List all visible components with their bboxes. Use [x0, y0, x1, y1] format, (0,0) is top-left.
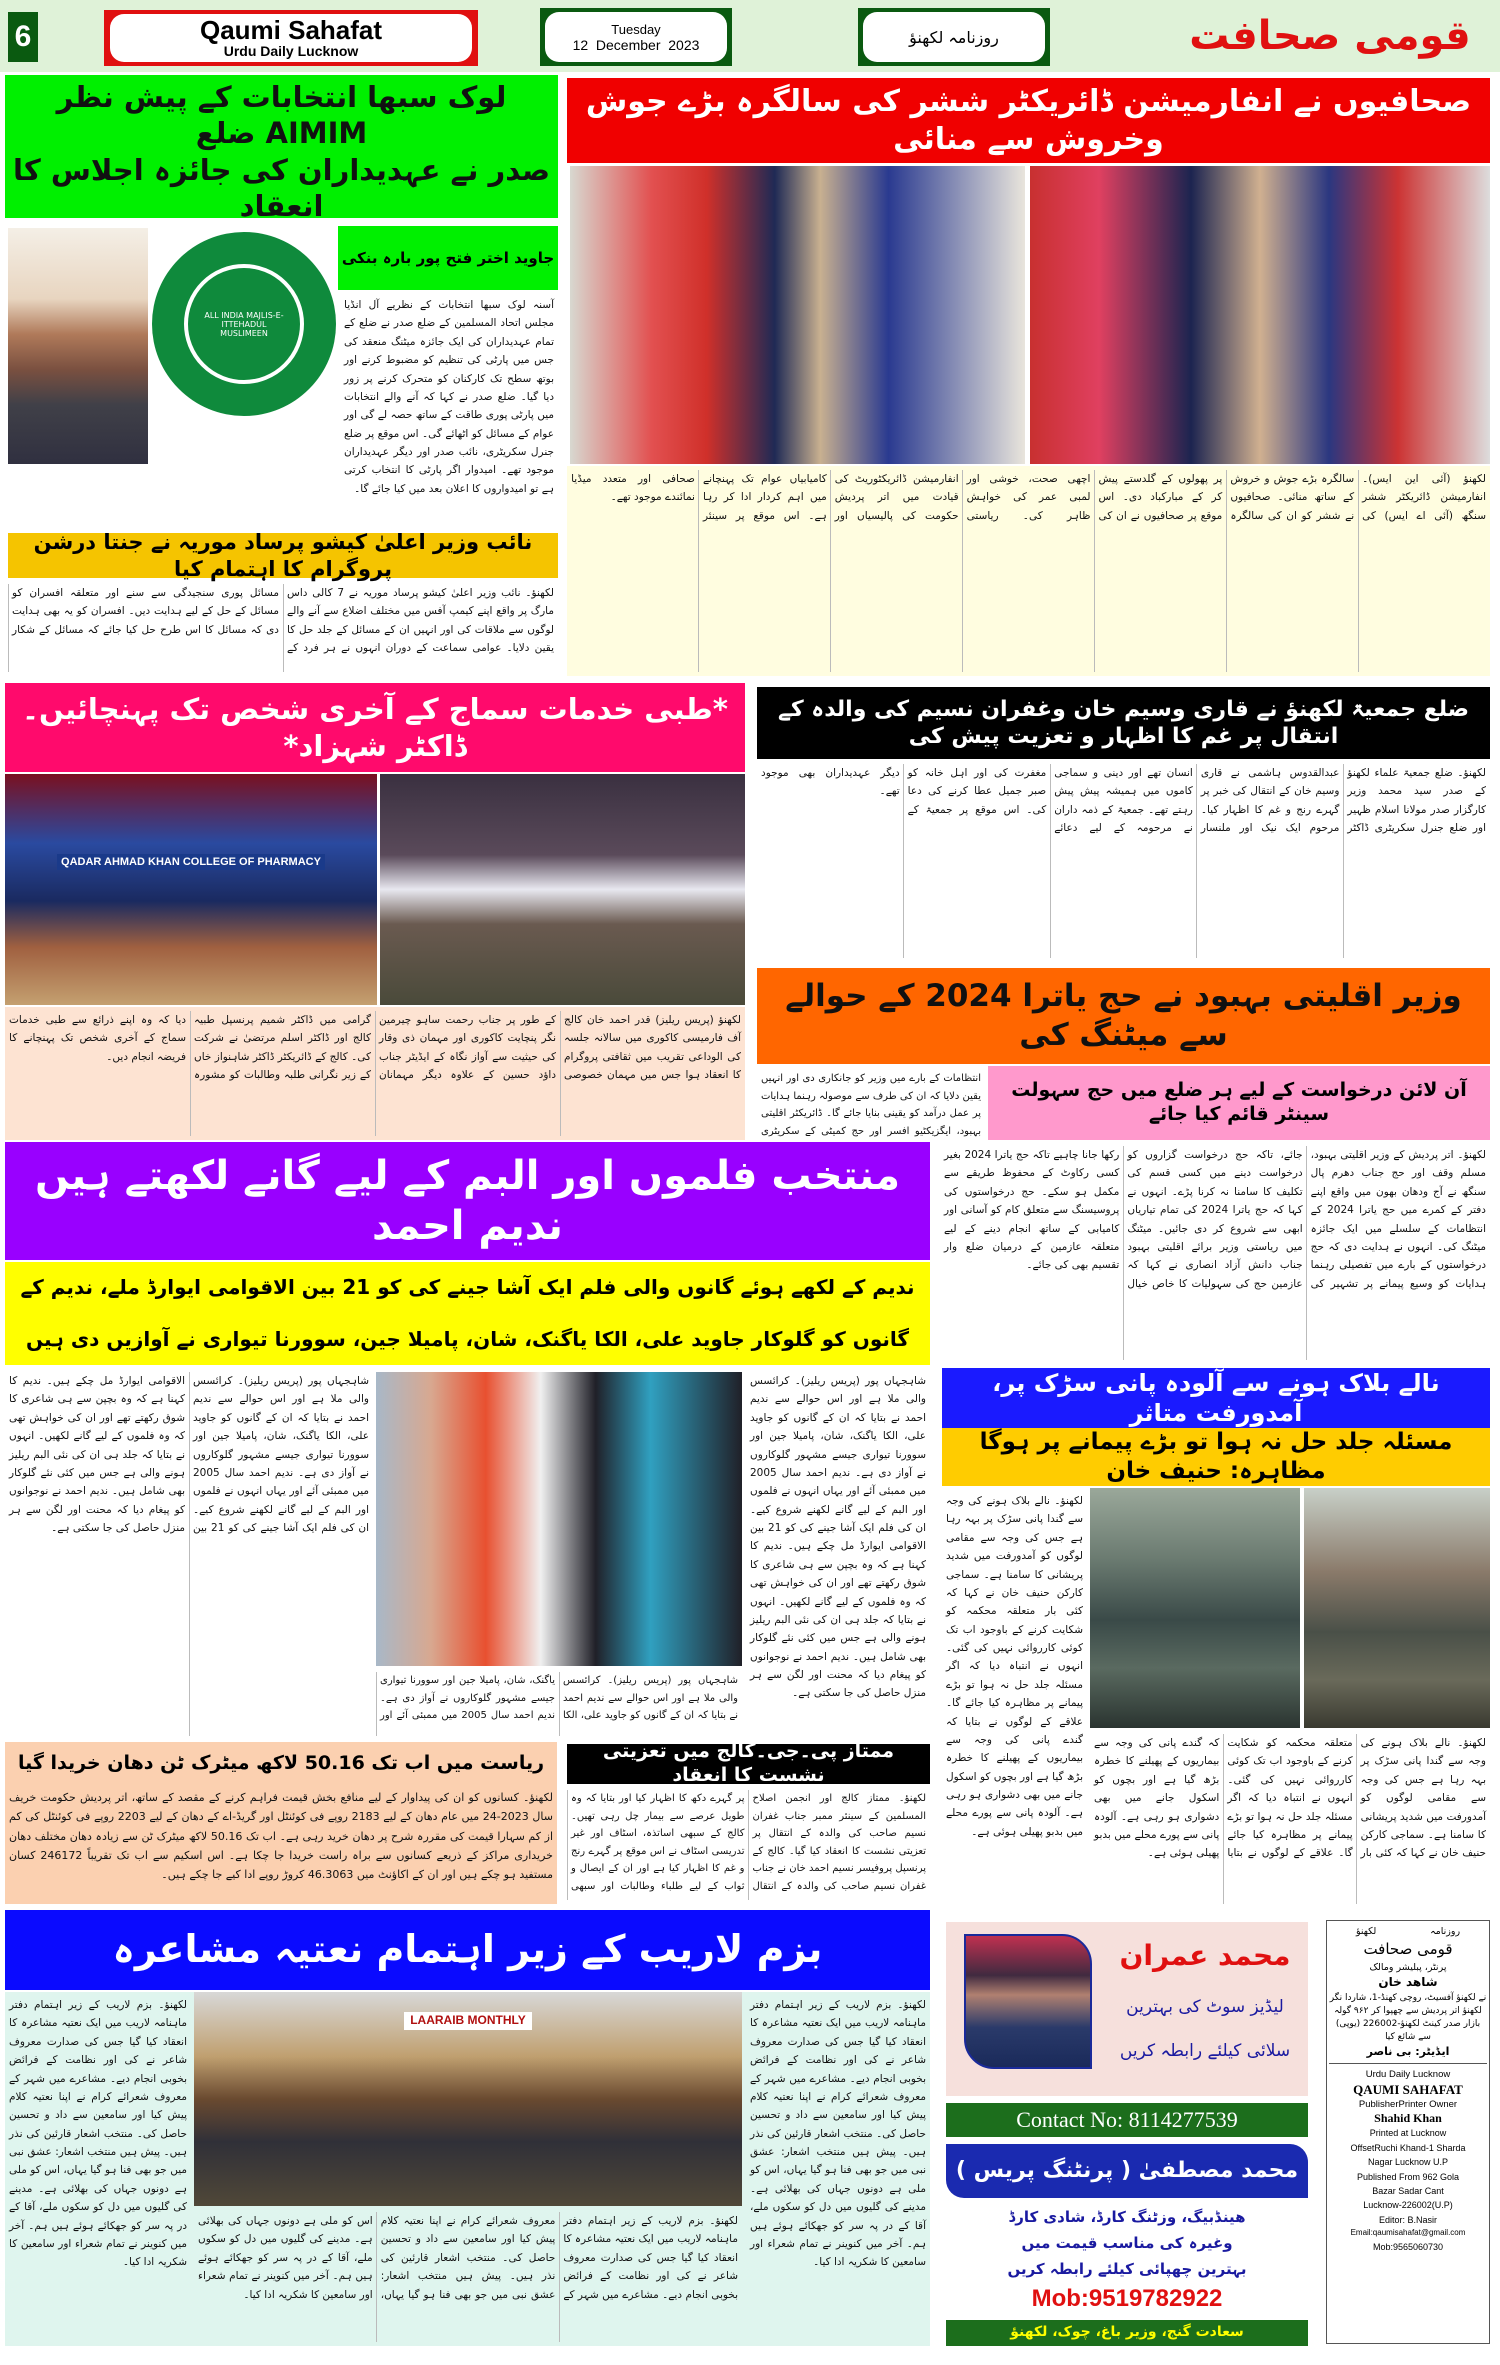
imran-name: محمد عمران [1119, 1938, 1291, 1972]
mushaira-headline: بزم لاریب کے زیر اہتمام نعتیہ مشاعرہ [5, 1910, 930, 1990]
tibbi-photo-1 [5, 774, 377, 1005]
imprint-subtitle-en: Urdu Daily Lucknow [1365, 2068, 1451, 2080]
drain-photo-2 [1304, 1488, 1490, 1728]
tibbi-headline: *طبی خدمات سماج کے آخری شخص تک پہنچائیں۔ڈاکٹر شہزاد* [5, 683, 745, 772]
imprint-address-ur: نے لکھنؤ آفسیٹ، روچی کھنڈ-1، شاردا نگر لکھنؤ اتر پردیش سے چھپوا کر ۹۶۲ گولہ بازار صدر کینٹ لکھنؤ-226002 (یوپی) سے شائع کیا [1329, 1992, 1487, 2042]
imprint-owner-en: Shahid Khan [1374, 2111, 1442, 2126]
birthday-body: لکھنؤ (آئی این ایس)۔ انفارمیشن ڈائریکٹر ششر سنگھ (آئی اے ایس) کی سالگرہ بڑے جوش و خروش کے ساتھ منائی۔ صحافیوں نے ششر کو ان کی سالگرہ پر پھولوں کے گلدستے پیش کر کے مبارکباد دی۔ اس موقع پر صحافیوں نے ان کی اچھی صحت، خوشی اور لمبی عمر کی خواہش ظاہر کی۔ ریاستی انفارمیشن ڈائریکٹوریٹ کی قیادت میں اتر پردیش حکومت کی پالیسیاں اور کامیابیاں عوام تک پہنچانے میں اہم کردار ادا کر رہا ہے۔ اس موقع پر سینئر صحافی اور متعدد میڈیا نمائندے موجود تھے۔ [567, 466, 1490, 676]
mushaira-banner-text: LAARAIB MONTHLY [404, 2012, 532, 2030]
nadeem-photo [376, 1372, 742, 1666]
imran-contact: Contact No: 8114277539 [946, 2103, 1308, 2137]
masthead-logo-urdu: قومی صحافت [1189, 13, 1471, 59]
imprint-owner-ur: شاهد خان [1378, 1975, 1438, 1990]
date: 12 December 2023 [572, 36, 700, 53]
paddy-headline: ریاست میں اب تک 50.16 لاکھ میٹرک ٹن دھان خریدا گیا [17, 1752, 545, 1775]
press-mobile[interactable]: Mob:9519782922 [1031, 2285, 1223, 2312]
mushaira-body-left: لکھنؤ۔ بزم لاریب کے زیر اہتمام دفتر ماہنامہ لاریب میں ایک نعتیہ مشاعرہ کا انعقاد کیا گیا جس کی صدارت معروف شاعر نے کی اور نظامت کے فرائض بخوبی انجام دیے۔ مشاعرے میں شہر کے معروف شعرائے کرام نے اپنا نعتیہ کلام پیش کیا اور سامعین سے داد و تحسین حاصل کی۔ منتخب اشعار قارئین کی نذر ہیں۔ پیش ہیں منتخب اشعار: عشق نبی میں جو بھی فنا ہو گیا یہاں، اس کو ملی ہے دونوں جہاں کی بھلائی ہے۔ مدینے کی گلیوں میں دل کو سکوں ملے، آقا کے در پہ سر کو جھکائے ہوئے ہیں ہم۔ آخر میں کنوینر نے تمام شعراء اور سامعین کا شکریہ ادا کیا۔ [9, 1999, 187, 2269]
mumtaz-body: لکھنؤ۔ ممتاز کالج اور انجمن اصلاح المسلمین کے سینئر ممبر جناب غفران نسیم صاحب کی والدہ کے انتقال پر تعزیتی نشست کا انعقاد کیا گیا۔ کالج کے پرنسپل پروفیسر نسیم احمد خان نے جناب غفران نسیم صاحب کی والدہ کے انتقال پر گہرے دکھ کا اظہار کیا اور بتایا کہ وہ طویل عرصے سے بیمار چل رہی تھیں۔ کالج کے سبھی اساتذہ، اسٹاف اور غیر تدریسی اسٹاف نے اس موقع پر گہرے رنج و غم کا اظہار کیا ہے اور ان کے ایصال و ثواب کے لیے طلباء وطالبات اور سبھی [571, 1793, 926, 1892]
drain-subheadline: مسئلہ جلد حل نہ ہوا تو بڑے پیمانے پر ہوگا مظاہرہ: حنیف خان [942, 1428, 1490, 1486]
imran-line-1: لیڈیز سوٹ کی بہترین [1126, 1997, 1284, 2018]
haj-body-side: انتظامات کے بارے میں وزیر کو جانکاری دی اور انہیں یقین دلایا کہ ان کی طرف سے موصولہ رہنما ہدایات پر عمل درآمد کو یقینی بنایا جائے گا۔ ڈائریکٹر اقلیتی بہبود، ایگزیکٹیو افسر اور حج کمیٹی کے سکریٹری [761, 1073, 981, 1137]
imprint-line: Bazar Sadar Cant [1372, 2185, 1444, 2196]
imprint-role-en: PublisherPrinter Owner [1358, 2098, 1458, 2110]
imprint-en-lines [1329, 2126, 1487, 2254]
mushaira-body-right: لکھنؤ۔ بزم لاریب کے زیر اہتمام دفتر ماہنامہ لاریب میں ایک نعتیہ مشاعرہ کا انعقاد کیا گیا جس کی صدارت معروف شاعر نے کی اور نظامت کے فرائض بخوبی انجام دیے۔ مشاعرے میں شہر کے معروف شعرائے کرام نے اپنا نعتیہ کلام پیش کیا اور سامعین سے داد و تحسین حاصل کی۔ منتخب اشعار قارئین کی نذر ہیں۔ پیش ہیں منتخب اشعار: عشق نبی میں جو بھی فنا ہو گیا یہاں، اس کو ملی ہے دونوں جہاں کی بھلائی ہے۔ مدینے کی گلیوں میں دل کو سکوں ملے، آقا کے در پہ سر کو جھکائے ہوئے ہیں ہم۔ آخر میں کنوینر نے تمام شعراء اور سامعین کا شکریہ ادا کیا۔ [750, 1999, 926, 2269]
press-title: محمد مصطفیٰ ( پرنٹنگ پریس ) [946, 2144, 1308, 2198]
aimim-headline-1: لوک سبھا انتخابات کے پیش نظر AIMIM ضلع [56, 80, 507, 151]
drain-body-2: لکھنؤ۔ نالے بلاک ہونے کی وجہ سے گندا پانی سڑک پر بہہ رہا ہے جس کی وجہ سے مقامی لوگوں کو آمدورفت میں شدید پریشانی کا سامنا ہے۔ سماجی کارکن حنیف خان نے کہا کہ کئی بار متعلقہ محکمہ کو شکایت کرنے کے باوجود اب تک کوئی کارروائی نہیں کی گئی۔ انہوں نے انتباہ دیا کہ اگر مسئلہ جلد حل نہ ہوا تو بڑے پیمانے پر مظاہرہ کیا جائے گا۔ علاقے کے لوگوں نے بتایا کہ گندے پانی کی وجہ سے بیماریوں کے پھیلنے کا خطرہ بڑھ گیا ہے اور بچوں کو اسکول جانے میں بھی دشواری ہو رہی ہے۔ آلودہ پانی سے پورے محلے میں بدبو پھیلی ہوئی ہے۔ [1094, 1737, 1486, 1860]
nadeem-body-under: شاہجہاں پور (پریس ریلیز)۔ کرائسس والی ملا ہے اور اس حوالے سے ندیم احمد نے بتایا کہ ان کے گانوں کو جاوید علی، الکا یاگنک، شان، پامیلا جین اور سوورنا تیواری جیسے مشہور گلوکاروں نے آواز دی ہے۔ ندیم احمد سال 2005 میں ممبئی آئے اور [380, 1675, 738, 1721]
haj-headline: وزیر اقلیتی بہبود نے حج یاترا 2024 کے حوالے سے میٹنگ کی [757, 968, 1490, 1064]
keshav-headline: نائب وزیر اعلیٰ کیشو پرساد موریہ نے جنتا درشن پروگرام کا اہتمام کیا [8, 533, 558, 578]
drain-headline: نالے بلاک ہونے سے آلودہ پانی سڑک پر، آمدورفت متاثر [942, 1368, 1490, 1428]
imprint-line: Published From 962 Gola [1356, 2171, 1460, 2182]
date-box [540, 8, 732, 66]
imprint-name-en: QAUMI SAHAFAT [1353, 2081, 1463, 2097]
day: Tuesday [611, 21, 661, 37]
imprint-line: Lucknow-226002(U.P) [1363, 2200, 1453, 2211]
haj-subheadline: آن لائن درخواست کے لیے ہر ضلع میں حج سہولت سینٹر قائم کیا جائے [988, 1066, 1490, 1140]
tibbi-banner-text: QADAR AHMAD KHAN COLLEGE OF PHARMACY [57, 854, 325, 870]
haj-body: لکھنؤ۔ اتر پردیش کے وزیر اقلیتی بہبود، مسلم وقف اور حج جناب دھرم پال سنگھ نے آج ودھان بھون میں واقع اپنے دفتر کے کمرے میں حج یاترا 2024 کے انتظامات کے سلسلے میں ایک جائزہ میٹنگ کی۔ انہوں نے ہدایت دی کہ حج درخواستوں کے بارے میں تفصیلی رہنما ہدایات کو وسیع پیمانے پر تشہیر کی جائے، تاکہ حج درخواست گزاروں کو درخواست دینے میں کسی قسم کی تکلیف کا سامنا نہ کرنا پڑے۔ انہوں نے کہا کہ حج یاترا 2024 کی تمام تیاریاں ابھی سے شروع کر دی جائیں۔ میٹنگ میں ریاستی وزیر برائے اقلیتی بہبود جناب دانش آزاد انصاری نے کہا کہ عازمین حج کی سہولیات کا خاص خیال رکھا جانا چاہیے تاکہ حج یاترا 2024 بغیر کسی رکاوٹ کے محفوظ طریقے سے مکمل ہو سکے۔ حج درخواستوں کی پروسیسنگ سے متعلق کام کو آسانی اور کامیابی کے ساتھ انجام دینے کے لیے متعلقہ عازمین کے درمیان ضلع وار تقسیم بھی کی جائے۔ [944, 1149, 1486, 1290]
imprint-role-ur: پرنٹر، پبلیشر ومالک [1369, 1961, 1447, 1973]
press-line-2: وغیرہ کی مناسب قیمت میں [1021, 2233, 1233, 2252]
imprint-line: OffsetRuchi Khand-1 Sharda [1350, 2142, 1466, 2153]
roznama-label: روزنامہ لکھنؤ [863, 12, 1045, 62]
imprint-line: Nagar Lucknow U.P [1367, 2157, 1449, 2168]
tibbi-photo-2 [380, 774, 745, 1005]
tibbi-body: لکھنؤ (پریس ریلیز) قدر احمد خان کالج آف فارمیسی کاکوری میں سالانہ جلسہ کی الوداعی تقریب میں ثقافتی پروگرام کا انعقاد ہوا جس میں مہمان خصوصی کے طور پر جناب رحمت ساہو چیرمین نگر پنچایت کاکوری اور مہمان ذی وقار کی حیثیت سے آواز نگاہ کے ایڈیٹر جناب داؤد حسین کے علاوہ دیگر مہمانان گرامی میں ڈاکٹر شمیم پرنسپل طبیہ کالج اور ڈاکٹر اسلم مرتضیٰ نے شرکت کی۔ کالج کے ڈائریکٹر ڈاکٹر شاہنواز خاں کے زیر نگرانی طلبہ وطالبات کو مشورہ دیا کہ وہ اپنے ذرائع سے طبی خدمات سماج کے آخری شخص تک پہنچانے کا فریضہ انجام دیں۔ [5, 1007, 745, 1140]
aimim-headline-2: صدر نے عہدیداران کی جائزہ اجلاس کا انعقاد [13, 152, 550, 223]
press-address: سعادت گنج، وزیر باغ، چوک، لکھنؤ [946, 2320, 1308, 2346]
imprint-line: Printed at Lucknow [1369, 2128, 1447, 2139]
masthead-subtitle: Urdu Daily Lucknow [223, 43, 359, 59]
imprint-roznama-row [1329, 1925, 1487, 1939]
nadeem-subheadline-1: ندیم کے لکھے ہوئے گانوں والی فلم ایک آشا جینے کی کو 21 بین الاقوامی ایوارڈ ملے، ندیم کے [20, 1275, 915, 1300]
imprint [1326, 1920, 1490, 2344]
birthday-photo-2 [1030, 166, 1490, 464]
aimim-logo-text: ALL INDIA MAJLIS-E-ITTEHADUL MUSLIMEEN [184, 264, 304, 384]
imran-line-2: سلائی کیلئے رابطہ کریں [1119, 2041, 1291, 2062]
nadeem-subheadline-2: گانوں کو گلوکار جاوید علی، الکا یاگنک، شان، پامیلا جین، سوورنا تیواری نے آوازیں دی ہیں [25, 1326, 910, 1351]
press-line-1: هینڈبیگ، وزٹنگ کارڈ، شادی کارڈ [1008, 2207, 1246, 2226]
aimim-logo [152, 232, 336, 416]
roznama-box [858, 8, 1050, 66]
drain-photo-1 [1090, 1488, 1300, 1728]
mushaira-body-under: لکھنؤ۔ بزم لاریب کے زیر اہتمام دفتر ماہنامہ لاریب میں ایک نعتیہ مشاعرہ کا انعقاد کیا گیا جس کی صدارت معروف شاعر نے کی اور نظامت کے فرائض بخوبی انجام دیے۔ مشاعرے میں شہر کے معروف شعرائے کرام نے اپنا نعتیہ کلام پیش کیا اور سامعین سے داد و تحسین حاصل کی۔ منتخب اشعار قارئین کی نذر ہیں۔ پیش ہیں منتخب اشعار: عشق نبی میں جو بھی فنا ہو گیا یہاں، اس کو ملی ہے دونوں جہاں کی بھلائی ہے۔ مدینے کی گلیوں میں دل کو سکوں ملے، آقا کے در پہ سر کو جھکائے ہوئے ہیں ہم۔ آخر میں کنوینر نے تمام شعراء اور سامعین کا شکریہ ادا کیا۔ [198, 2215, 738, 2301]
aimim-headline-box [5, 75, 558, 223]
mumtaz-headline: ممتاز پی۔جی۔کالج میں تعزیتی نشست کا انعقاد [567, 1744, 930, 1784]
keshav-body: لکھنؤ۔ نائب وزیر اعلیٰ کیشو پرساد موریہ نے 7 کالی داس مارگ پر واقع اپنے کیمپ آفس میں مختلف اضلاع سے آنے والے لوگوں سے ملاقات کی اور انہیں ان کے مسائل کے جلد حل کا یقین دلایا۔ عوامی سماعت کے دوران انہوں نے ہر فرد کے مسائل پوری سنجیدگی سے سنے اور متعلقہ افسران کو مسائل کے حل کے لیے ہدایت دیں۔ افسران کو یہ بھی ہدایت دی کہ مسائل کا اس طرح حل کیا جائے کہ مسائل کے شکار [12, 587, 554, 655]
imprint-name-ur: قومی صحافت [1363, 1939, 1453, 1958]
page-number: 6 [8, 12, 38, 62]
nadeem-body-left: شاہجہاں پور (پریس ریلیز)۔ کرائسس والی ملا ہے اور اس حوالے سے ندیم احمد نے بتایا کہ ان کے گانوں کو جاوید علی، الکا یاگنک، شان، پامیلا جین اور سوورنا تیواری جیسے مشہور گلوکاروں نے آواز دی ہے۔ ندیم احمد سال 2005 میں ممبئی آئے اور یہاں انہوں نے فلموں اور البم کے لیے گانے لکھنے شروع کیے۔ ان کی فلم ایک آشا جینے کی کو 21 بین الاقوامی ایوارڈ مل چکے ہیں۔ ندیم کا کہنا ہے کہ وہ بچپن سے ہی شاعری کا شوق رکھتے تھے اور ان کی خواہش تھی کہ وہ فلموں کے لیے گانے لکھیں۔ انہوں نے بتایا کہ جلد ہی ان کی نئی البم ریلیز ہونے والی ہے جس میں کئی نئے گلوکار بھی شامل ہیں۔ ندیم احمد نے نوجوانوں کو پیغام دیا کہ محنت اور لگن سے ہر منزل حاصل کی جا سکتی ہے۔ [9, 1375, 369, 1534]
imprint-line: Editor: B.Nasir [1378, 2214, 1438, 2225]
condolence-body: لکھنؤ۔ ضلع جمعیۃ علماء لکھنؤ کے صدر سید محمد وزیر کارگزار صدر مولانا اسلام ظہیر اور ضلع جنرل سکریٹری ڈاکٹر عبدالقدوس ہاشمی نے قاری وسیم خان کے انتقال کی خبر پر گہرے رنج و غم کا اظہار کیا۔ مرحوم ایک نیک اور ملنسار انسان تھے اور دینی و سماجی کاموں میں ہمیشہ پیش پیش رہتے تھے۔ جمعیۃ کے ذمہ داران نے مرحومہ کے لیے دعائے مغفرت کی اور اہل خانہ کو صبر جمیل عطا کرنے کی دعا کی۔ اس موقع پر جمعیۃ کے دیگر عہدیداران بھی موجود تھے۔ [761, 767, 1486, 835]
owaisi-photo [8, 228, 148, 464]
aimim-body: آسنہ لوک سبھا انتخابات کے نظریے آل انڈیا مجلس اتحاد المسلمین کے ضلع صدر نے ضلع کے تمام عہدیداران کی ایک جائزہ میٹنگ منعقد کی جس میں پارٹی کی تنظیم کو مضبوط کرنے اور بوتھ سطح تک کارکنان کو متحرک کرنے پر زور دیا گیا۔ ضلع صدر نے کہا کہ آنے والے انتخابات میں پارٹی پوری طاقت کے ساتھ حصہ لے گی اور عوام کے مسائل کو اٹھائے گی۔ اس موقع پر ضلع جنرل سکریٹری، نائب صدر اور دیگر عہدیداران موجود تھے۔ امیدوار اگر پارٹی کا انتخاب کرتی ہے تو امیدواروں کا اعلان بعد میں کیا جائے گا۔ [344, 299, 554, 495]
imprint-roznama: روزنامہ [1430, 1926, 1461, 1937]
imran-photo [964, 1934, 1092, 2069]
imprint-editor-ur: ایڈیٹر: بی ناصر [1329, 2044, 1487, 2064]
ad-imran [946, 1922, 1308, 2096]
aimim-byline: جاوید اختر فتح پور بارہ بنکی [338, 226, 558, 290]
mushaira-photo [194, 1992, 742, 2206]
press-line-3: بہترین چھپائی کیلئے رابطہ کریں [1007, 2259, 1247, 2278]
paddy-body: لکھنؤ۔ کسانوں کو ان کی پیداوار کے لیے منافع بخش قیمت فراہم کرنے کے مقصد کے ساتھ، اتر پردیش حکومت خریف سال 2023-24 میں عام دھان کے لیے 2183 روپے فی کوئنٹل اور گریڈ-اے کے دھان کے لیے 2203 روپے فی کوئنٹل کی کم از کم سہارا قیمت کی مقررہ شرح پر دھان خرید رہی ہے۔ اب تک 50.16 لاکھ میٹرک ٹن سے زیادہ دھان مختلف دھان خریداری مراکز کے ذریعے کسانوں سے براہ راست خریدا جا چکا ہے۔ اس اسکیم سے اب تک تقریباً 246172 کسان مستفید ہو چکے ہیں اور ان کے اکاؤنٹ میں 46.3063 کروڑ روپے ادا کیے جا چکے ہیں۔ [9, 1791, 553, 1881]
condolence-headline: ضلع جمعیۃ لکھنؤ نے قاری وسیم خان وغفران نسیم کی والدہ کے انتقال پر غم کا اظہار و تعزیت پیش کی [757, 687, 1490, 759]
nadeem-body-right: شاہجہاں پور (پریس ریلیز)۔ کرائسس والی ملا ہے اور اس حوالے سے ندیم احمد نے بتایا کہ ان کے گانوں کو جاوید علی، الکا یاگنک، شان، پامیلا جین اور سوورنا تیواری جیسے مشہور گلوکاروں نے آواز دی ہے۔ ندیم احمد سال 2005 میں ممبئی آئے اور یہاں انہوں نے فلموں اور البم کے لیے گانے لکھنے شروع کیے۔ ان کی فلم ایک آشا جینے کی کو 21 بین الاقوامی ایوارڈ مل چکے ہیں۔ ندیم کا کہنا ہے کہ وہ بچپن سے ہی شاعری کا شوق رکھتے تھے اور ان کی خواہش تھی کہ وہ فلموں کے لیے گانے لکھیں۔ انہوں نے بتایا کہ جلد ہی ان کی نئی البم ریلیز ہونے والی ہے جس میں کئی نئے گلوکار بھی شامل ہیں۔ ندیم احمد نے نوجوانوں کو پیغام دیا کہ محنت اور لگن سے ہر منزل حاصل کی جا سکتی ہے۔ [750, 1375, 926, 1700]
masthead-name-box [104, 10, 478, 66]
nadeem-subheadline-box [5, 1262, 930, 1365]
birthday-photo-1 [570, 166, 1025, 464]
imprint-email[interactable]: Email:qaumisahafat@gmail.com [1350, 2228, 1466, 2238]
imprint-mobile: Mob:9565060730 [1372, 2241, 1444, 2252]
masthead-name-en: Qaumi Sahafat [199, 15, 383, 45]
drain-body: لکھنؤ۔ نالے بلاک ہونے کی وجہ سے گندا پانی سڑک پر بہہ رہا ہے جس کی وجہ سے مقامی لوگوں کو آمدورفت میں شدید پریشانی کا سامنا ہے۔ سماجی کارکن حنیف خان نے کہا کہ کئی بار متعلقہ محکمہ کو شکایت کرنے کے باوجود اب تک کوئی کارروائی نہیں کی گئی۔ انہوں نے انتباہ دیا کہ اگر مسئلہ جلد حل نہ ہوا تو بڑے پیمانے پر مظاہرہ کیا جائے گا۔ علاقے کے لوگوں نے بتایا کہ گندے پانی کی وجہ سے بیماریوں کے پھیلنے کا خطرہ بڑھ گیا ہے اور بچوں کو اسکول جانے میں بھی دشواری ہو رہی ہے۔ آلودہ پانی سے پورے محلے میں بدبو پھیلی ہوئی ہے۔ [946, 1495, 1083, 1838]
birthday-headline: صحافیوں نے انفارمیشن ڈائریکٹر ششر کی سالگرہ بڑے جوش وخروش سے منائی [567, 75, 1490, 163]
nadeem-headline: منتخب فلموں اور البم کے لیے گانے لکھتے ہیں ندیم احمد [5, 1142, 930, 1260]
imprint-city: لکھنؤ [1355, 1926, 1377, 1937]
